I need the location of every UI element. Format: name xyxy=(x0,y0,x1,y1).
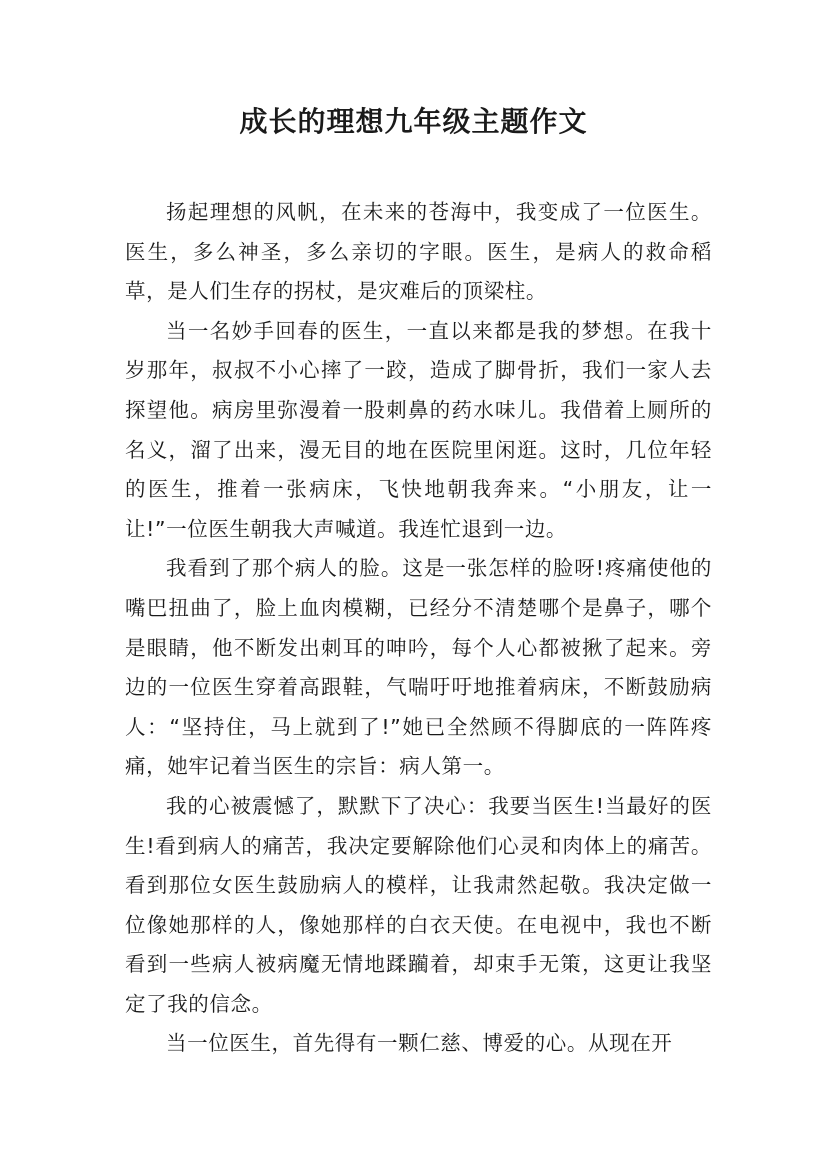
document-body xyxy=(125,193,712,1064)
paragraph-5: 当一位医生，首先得有一颗仁慈、博爱的心。从现在开 xyxy=(166,1031,673,1056)
paragraph-2: 当一名妙手回春的医生，一直以来都是我的梦想。在我十岁那年，叔叔不小心摔了一跤，造成了脚骨折，我们一家人去探望他。病房里弥漫着一股刺鼻的药水味儿。我借着上厕所的名义，溜了出来，漫无目的地在医院里闲逛。这时，几位年轻的医生，推着一张病床，飞快地朝我奔来。“小朋友，让一让!”一位医生朝我大声喊道。我连忙退到一边。 xyxy=(125,318,712,541)
paragraph-1: 扬起理想的风帆，在未来的苍海中，我变成了一位医生。医生，多么神圣，多么亲切的字眼。医生，是病人的救命稻草，是人们生存的拐杖，是灾难后的顶梁柱。 xyxy=(125,200,712,304)
paragraph-4: 我的心被震憾了，默默下了决心：我要当医生!当最好的医生!看到病人的痛苦，我决定要解除他们心灵和肉体上的痛苦。看到那位女医生鼓励病人的模样，让我肃然起敬。我决定做一位像她那样的人，像她那样的白衣天使。在电视中，我也不断看到一些病人被病魔无情地蹂躏着，却束手无策，这更让我坚定了我的信念。 xyxy=(125,793,712,1016)
paragraph-3: 我看到了那个病人的脸。这是一张怎样的脸呀!疼痛使他的嘴巴扭曲了，脸上血肉模糊，已经分不清楚哪个是鼻子，哪个是眼睛，他不断发出刺耳的呻吟，每个人心都被揪了起来。旁边的一位医生穿着高跟鞋，气喘吁吁地推着病床，不断鼓励病人：“坚持住，马上就到了!”她已全然顾不得脚底的一阵阵疼痛，她牢记着当医生的宗旨：病人第一。 xyxy=(125,556,712,779)
document-title: 成长的理想九年级主题作文 xyxy=(239,105,588,138)
